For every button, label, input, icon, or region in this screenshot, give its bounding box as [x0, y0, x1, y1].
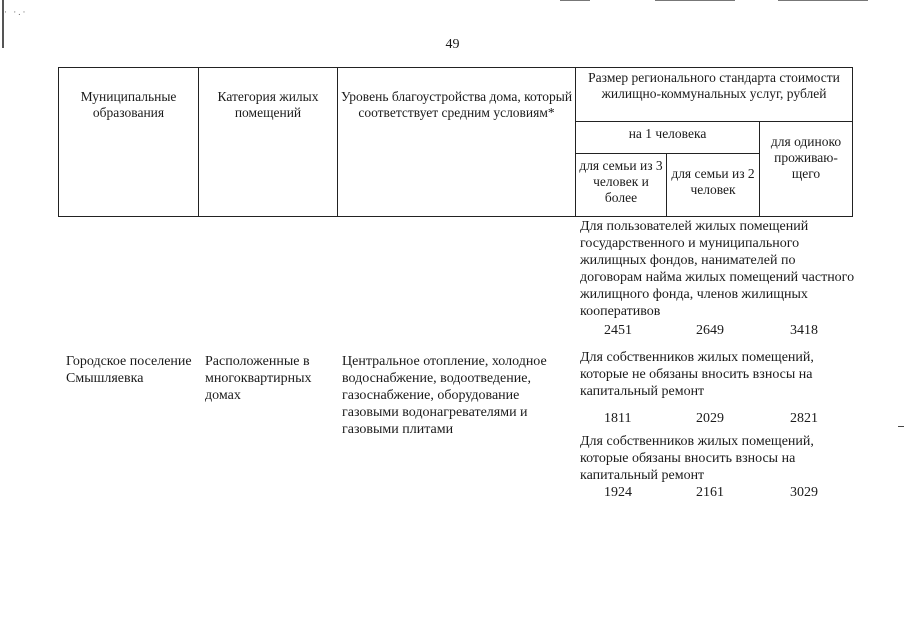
- condition-group: [580, 218, 860, 339]
- header-standard-size: Размер регионального стандарта стоимости жилищно-коммунальных услуг, рублей: [576, 68, 853, 122]
- condition-text: Для собственников жилых помещений, которые обязаны вносить взносы на капитальный ремонт: [580, 434, 814, 483]
- value-family2: 2029: [696, 411, 724, 426]
- values-row: [580, 322, 860, 339]
- condition-group: [580, 349, 860, 427]
- scan-mark: [655, 0, 735, 1]
- condition-text: Для собственников жилых помещений, которые не обязаны вносить взносы на капитальный ремонт: [580, 350, 814, 399]
- value-family2: 2649: [696, 323, 724, 338]
- value-family3: 1811: [604, 411, 632, 426]
- table-header: [58, 67, 853, 217]
- scan-noise: · ·.·: [4, 7, 28, 17]
- header-level: Уровень благоустройства дома, который соответствует средним условиям*: [338, 68, 576, 217]
- value-family3: 1924: [604, 485, 632, 500]
- header-family3: для семьи из 3 человек и более: [576, 154, 667, 217]
- page-number: 49: [445, 37, 460, 52]
- value-single: 3029: [790, 485, 818, 500]
- value-family3: 2451: [604, 323, 632, 338]
- scan-mark: [778, 0, 868, 1]
- value-single: 3418: [790, 323, 818, 338]
- value-family2: 2161: [696, 485, 724, 500]
- values-row: [580, 484, 860, 501]
- header-municipality: Муниципальные образования: [59, 68, 199, 217]
- margin-tick: [898, 426, 904, 427]
- scan-mark: [560, 0, 590, 1]
- value-single: 2821: [790, 411, 818, 426]
- condition-text: Для пользователей жилых помещений государственного и муниципального жилищных фондов, нанимателей по договорам найма жилых помещений частного жилищного фонда, членов жилищных кооперативов: [580, 219, 855, 319]
- condition-group: [580, 433, 860, 501]
- header-per-person: на 1 человека: [576, 122, 760, 154]
- cell-category: Расположенные в многоквартирных домах: [205, 354, 312, 403]
- header-category: Категория жилых помещений: [199, 68, 338, 217]
- values-row: [580, 410, 860, 427]
- header-single: для одиноко проживаю-щего: [760, 122, 853, 217]
- cell-municipality: Городское поселение Смышляевка: [66, 354, 192, 386]
- cell-level: Центральное отопление, холодное водоснабжение, водоотведение, газоснабжение, оборудование газовыми водонагревателями и газовыми плитами: [342, 354, 547, 437]
- header-family2: для семьи из 2 человек: [667, 154, 760, 217]
